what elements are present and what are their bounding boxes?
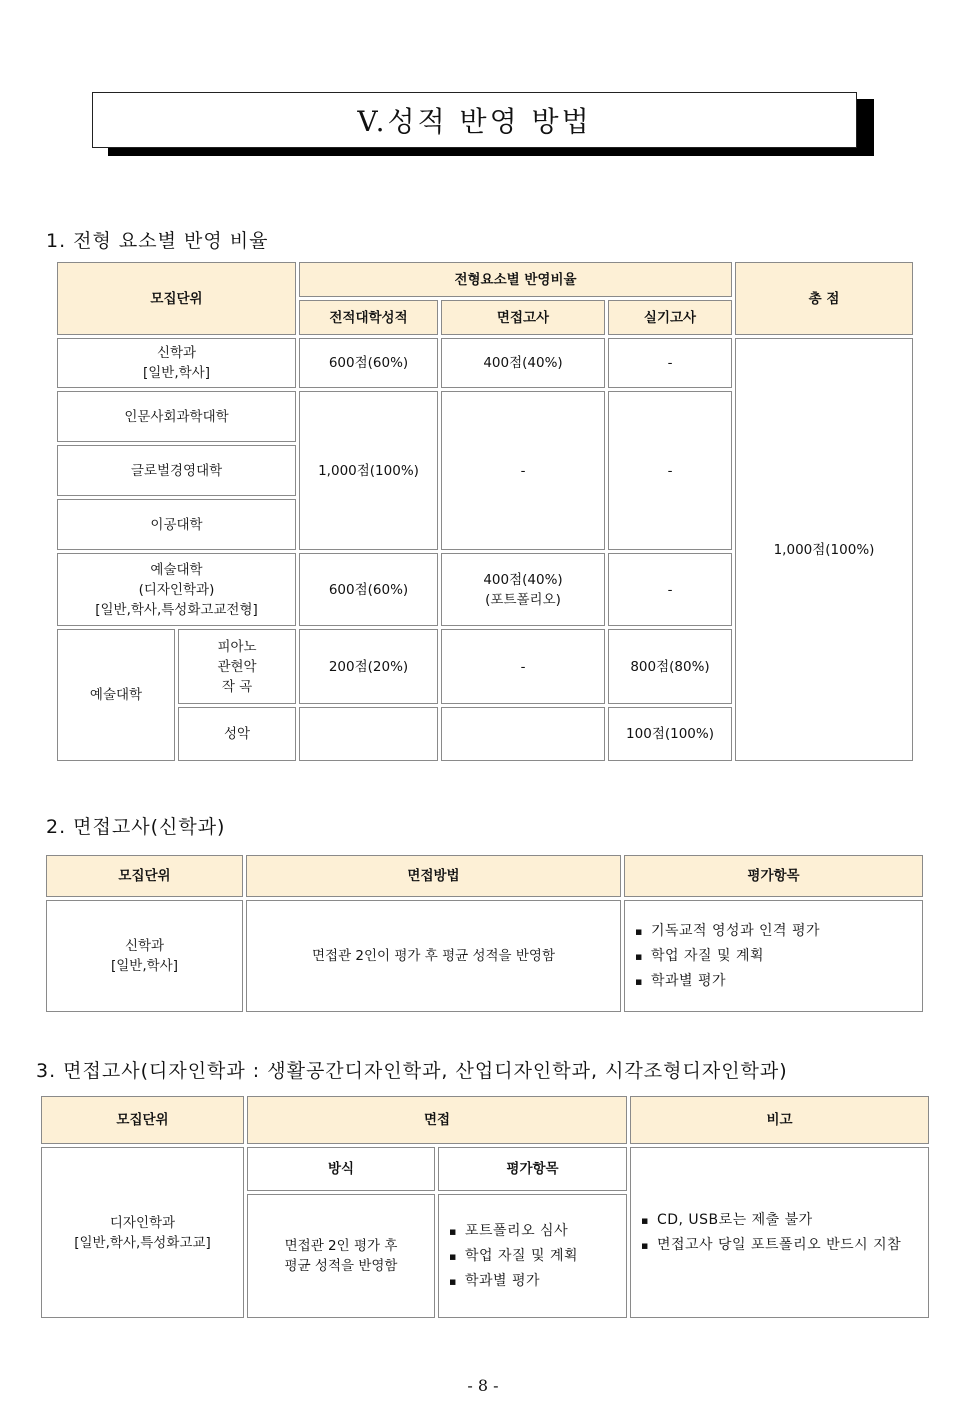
section2-heading: 2. 면접고사(신학과) — [46, 816, 226, 838]
cell-method: 면접관 2인이 평가 후 평균 성적을 반영함 — [246, 900, 621, 1012]
cell-notes — [630, 1147, 929, 1318]
cell-value: 600점(60%) — [299, 553, 438, 626]
row-humanities-unit: 인문사회과학대학 — [57, 391, 296, 442]
evaluation-item: ▪ 학과별 평가 — [635, 969, 922, 994]
cell-empty — [299, 707, 438, 761]
note-item: ▪ CD, USB로는 제출 불가 — [641, 1208, 928, 1233]
unit-line: (디자인학과) — [138, 581, 215, 598]
cell-unit — [46, 900, 243, 1012]
cell-total: 1,000점(100%) — [735, 338, 913, 761]
hdr-group: 전형요소별 반영비율 — [299, 262, 732, 297]
cell-value: 600점(60%) — [299, 338, 438, 388]
cell-value — [441, 553, 605, 626]
cell-value: - — [441, 391, 605, 550]
evaluation-item: ▪ 기독교적 영성과 인격 평가 — [635, 919, 922, 944]
cell-value: 400점(40%) — [441, 338, 605, 388]
sub-line: 관현악 — [217, 658, 257, 675]
page-number: - 8 - — [467, 1376, 499, 1395]
cell-value: 200점(20%) — [299, 629, 438, 704]
hdr-method: 면접방법 — [246, 855, 621, 897]
theology-interview-table — [43, 852, 926, 1015]
hdr-unit: 모집단위 — [41, 1096, 244, 1144]
cell-value: - — [441, 629, 605, 704]
evaluation-list — [439, 1219, 626, 1294]
evaluation-item: ▪ 학과별 평가 — [449, 1269, 626, 1294]
sub-line: 작 곡 — [221, 678, 253, 695]
unit-line: 디자인학과 — [109, 1214, 176, 1231]
unit-line: 신학과 — [156, 345, 197, 361]
row-vocal-sub: 성악 — [178, 707, 296, 761]
ratio-table — [54, 259, 916, 764]
cell-method — [247, 1194, 435, 1318]
method-line: 면접관 2인 평가 후 — [284, 1238, 398, 1254]
hdr-unit: 모집단위 — [57, 262, 296, 335]
design-interview-table — [38, 1093, 932, 1321]
unit-line: 신학과 — [124, 938, 165, 954]
evaluation-item: ▪ 학업 자질 및 계획 — [635, 944, 922, 969]
hdr-interview: 면접 — [247, 1096, 627, 1144]
cell-empty — [441, 707, 605, 761]
evaluation-item: ▪ 포트폴리오 심사 — [449, 1219, 626, 1244]
hdr-note: 비고 — [630, 1096, 929, 1144]
hdr-items: 평가항목 — [624, 855, 923, 897]
cell-value: 100점(100%) — [608, 707, 732, 761]
row-instrument-sub — [178, 629, 296, 704]
unit-line: [일반,학사,특성화고교] — [74, 1234, 211, 1251]
unit-line: [일반,학사] — [111, 958, 178, 974]
sub-line: 피아노 — [217, 638, 257, 655]
hdr-total: 총 점 — [735, 262, 913, 335]
cell-value: - — [608, 338, 732, 388]
row-theology-unit — [57, 338, 296, 388]
section3-heading: 3. 면접고사(디자인학과 : 생활공간디자인학과, 산업디자인학과, 시각조형디자인학과) — [36, 1060, 788, 1082]
evaluation-list — [625, 919, 922, 994]
row-arts-unit: 예술대학 — [57, 629, 175, 761]
unit-line: [일반,학사] — [143, 365, 210, 381]
row-engineering-unit: 이공대학 — [57, 499, 296, 550]
row-business-unit: 글로벌경영대학 — [57, 445, 296, 496]
cell-value: - — [608, 553, 732, 626]
method-line: 평균 성적을 반영함 — [284, 1258, 398, 1274]
value-line: 400점(40%) — [483, 571, 563, 588]
cell-unit — [41, 1147, 244, 1318]
hdr-col-transcript: 전적대학성적 — [299, 300, 438, 335]
section1-heading: 1. 전형 요소별 반영 비율 — [46, 230, 269, 252]
subhdr-method: 방식 — [247, 1147, 435, 1191]
cell-items — [624, 900, 923, 1012]
row-design-unit — [57, 553, 296, 626]
cell-items — [438, 1194, 627, 1318]
hdr-col-interview: 면접고사 — [441, 300, 605, 335]
cell-value: 1,000점(100%) — [299, 391, 438, 550]
note-item: ▪ 면접고사 당일 포트폴리오 반드시 지참 — [641, 1233, 928, 1258]
cell-value: - — [608, 391, 732, 550]
unit-line: [일반,학사,특성화고교전형] — [95, 601, 258, 618]
page-title: V.성적 반영 방법 — [92, 92, 857, 148]
hdr-col-practical: 실기고사 — [608, 300, 732, 335]
notes-list — [631, 1208, 928, 1258]
evaluation-item: ▪ 학업 자질 및 계획 — [449, 1244, 626, 1269]
hdr-unit: 모집단위 — [46, 855, 243, 897]
unit-line: 예술대학 — [150, 561, 203, 578]
value-line: (포트폴리오) — [485, 591, 561, 608]
subhdr-items: 평가항목 — [438, 1147, 627, 1191]
cell-value: 800점(80%) — [608, 629, 732, 704]
